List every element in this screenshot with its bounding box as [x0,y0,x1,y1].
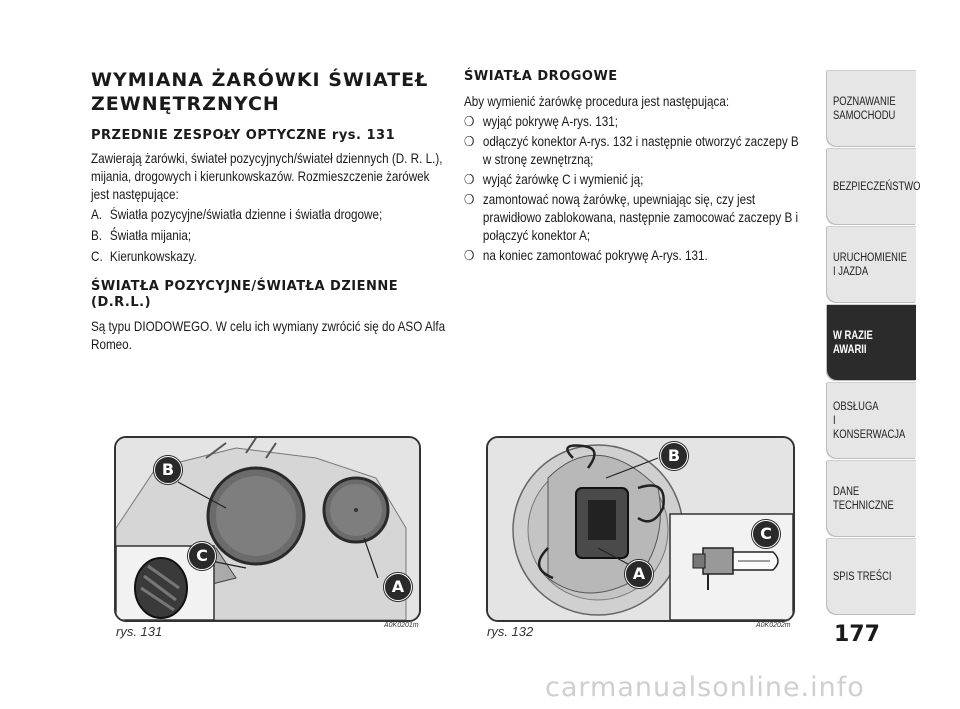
front-optics-text: Zawierają żarówki, świateł pozycyjnych/świateł dziennych (D. R. L.), mijania, drogowych i kierunkowskazów. Rozmieszczenie żarówek jest następujące: [91,151,443,202]
tab-label: W RAZIE AWARII [833,329,873,356]
page-number: 177 [834,622,880,647]
tab-poznawanie-samochodu[interactable] [827,70,916,146]
list-item-text: Kierunkowskazy. [109,249,197,264]
label-b: B [154,456,182,484]
tab-bezpieczenstwo[interactable] [827,148,921,224]
procedure-intro: Aby wymienić żarówkę procedura jest następująca: [464,94,730,109]
figure-131-caption: rys. 131 [116,624,163,639]
bulb-location-list [91,206,511,266]
figure-132-code: A0K0202m [756,622,791,629]
figure-132-caption: rys. 132 [487,624,534,639]
high-beam-procedure [464,93,869,265]
list-item [91,248,504,266]
bullet-icon: ❍ [464,248,475,263]
bullet-icon: ❍ [464,134,475,149]
title-line-1: WYMIANA ŻARÓWKI ŚWIATEŁ [91,69,429,91]
label-c: C [752,520,780,548]
tab-label: URUCHOMIENIE I JAZDA [833,251,907,278]
label-a: A [625,560,653,588]
section-heading-position-lights [91,279,431,311]
bullet-icon: ❍ [464,192,475,207]
bullet-icon: ❍ [464,114,475,129]
tab-dane-techniczne[interactable] [827,460,916,536]
tab-label: SPIS TREŚCI [833,570,892,583]
figure-132-bulb [486,436,795,622]
title-line-2: ZEWNĘTRZNYCH [91,93,280,115]
list-item [464,113,808,131]
tab-label: OBSŁUGA I KONSERWACJA [833,400,906,441]
list-item-text: Światła mijania; [109,228,192,243]
label-c: C [188,542,216,570]
section-heading-high-beam: ŚWIATŁA DROGOWE [464,69,618,84]
figure-131-code: A0K0201m [384,622,419,629]
procedure-steps [464,113,808,265]
list-item-text: Światła pozycyjne/światła dzienne i światła drogowe; [109,207,383,222]
position-lights-text: Są typu DIODOWEGO. W celu ich wymiany zwrócić się do ASO Alfa Romeo. [91,319,446,352]
section-heading-front-optics: PRZEDNIE ZESPOŁY OPTYCZNE rys. 131 [91,128,396,143]
figure-131-headlamp [114,436,421,622]
step-text: na koniec zamontować pokrywę A-rys. 131. [482,248,708,263]
watermark: carmanualsonline.info [545,672,865,703]
list-item [464,133,808,169]
tab-spis-tresci[interactable] [827,538,916,614]
tab-label: POZNAWANIE SAMOCHODU [833,95,896,122]
heading-line-2: (D.R.L.) [91,295,152,310]
list-marker: C. [91,249,103,264]
bullet-icon: ❍ [464,172,475,187]
list-item [464,191,808,245]
list-item [464,247,808,265]
tab-label: DANE TECHNICZNE [833,485,894,512]
step-text: zamontować nową żarówkę, upewniając się, czy jest prawidłowo zablokowana, następnie zamocować zaczepy B i połączyć konektor A; [482,192,799,243]
list-marker: B. [91,228,103,243]
label-b: B [660,442,688,470]
list-item [91,227,504,245]
label-a: A [384,573,412,601]
page-title [91,68,431,116]
position-lights-description [91,318,511,354]
list-item [464,171,808,189]
tab-label: BEZPIECZEŃSTWO [833,180,921,193]
list-marker: A. [91,207,103,222]
bulb-illustration [488,438,793,620]
list-item [91,206,504,224]
front-optics-description [91,150,511,204]
step-text: odłączyć konektor A-rys. 132 i następnie otworzyć zaczepy B w stronę zewnętrzną; [482,134,799,167]
step-text: wyjąć żarówkę C i wymienić ją; [482,172,644,187]
step-text: wyjąć pokrywę A-rys. 131; [482,114,619,129]
tab-obsluga-i-konserwacja[interactable] [827,382,916,458]
tab-w-razie-awarii[interactable] [827,304,916,380]
tab-uruchomienie-i-jazda[interactable] [827,226,916,302]
heading-line-1: ŚWIATŁA POZYCYJNE/ŚWIATŁA DZIENNE [91,279,399,294]
